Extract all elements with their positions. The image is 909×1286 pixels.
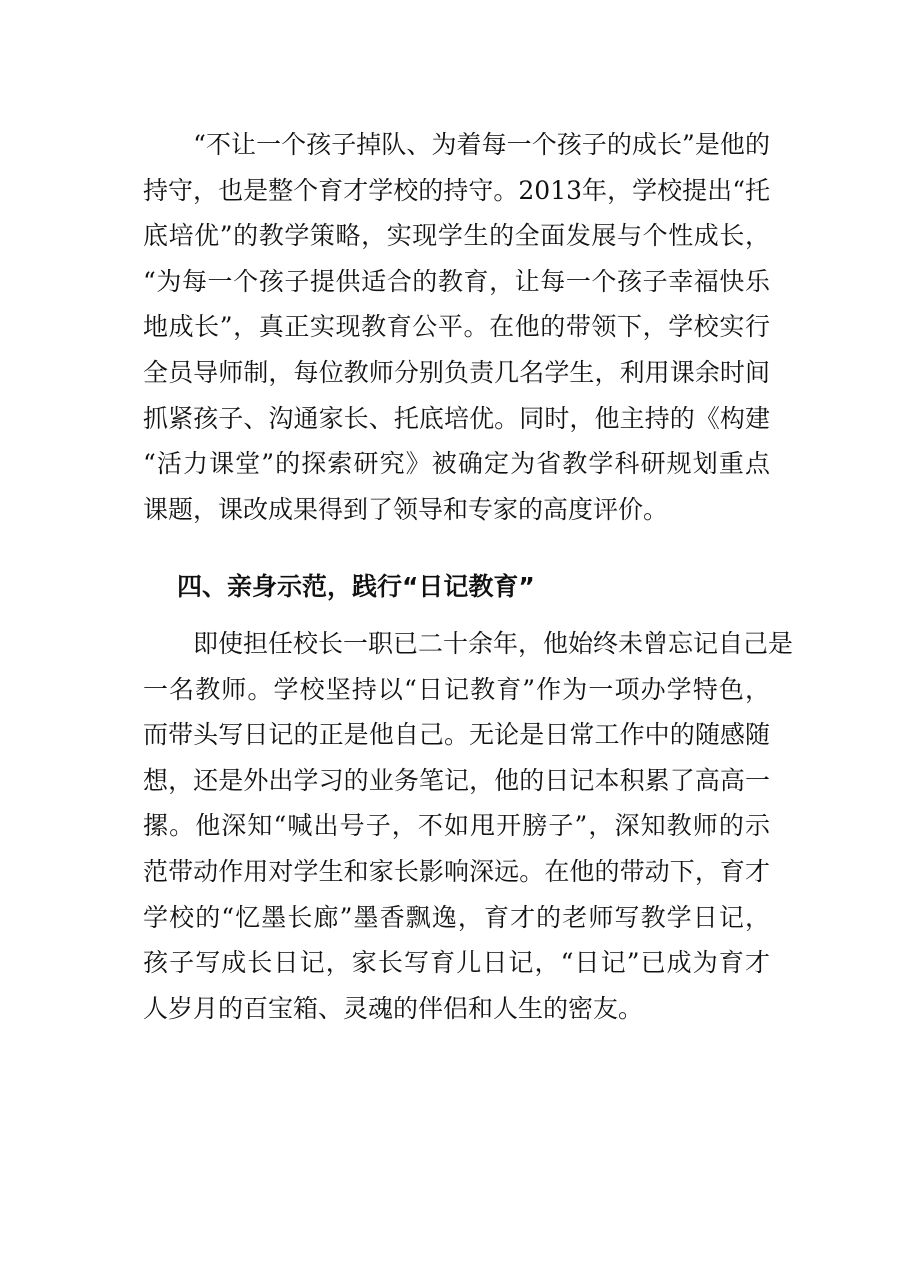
section-heading: 四、亲身示范，践行“日记教育” bbox=[177, 572, 535, 601]
paragraph-1-line: 持守，也是整个育才学校的持守。2013年，学校提出“托 bbox=[143, 175, 770, 205]
paragraph-2 bbox=[143, 621, 794, 1031]
paragraph-1-line: 抓紧孩子、沟通家长、托底培优。同时，他主持的《构建 bbox=[143, 403, 770, 433]
paragraph-2-line: 摞。他深知“喊出号子，不如甩开膀子”，深知教师的示 bbox=[143, 811, 770, 841]
paragraph-2-line: 人岁月的百宝箱、灵魂的伴侣和人生的密友。 bbox=[143, 993, 644, 1023]
paragraph-1-line: 课题，课改成果得到了领导和专家的高度评价。 bbox=[143, 494, 669, 524]
paragraph-1-line: 底培优”的教学策略，实现学生的全面发展与个性成长， bbox=[143, 221, 770, 251]
paragraph-2-line: 学校的“忆墨长廊”墨香飘逸，育才的老师写教学日记， bbox=[143, 902, 770, 932]
paragraph-1 bbox=[143, 122, 770, 532]
paragraph-1-line: “不让一个孩子掉队、为着每一个孩子的成长”是他的 bbox=[143, 130, 770, 159]
paragraph-2-line: 范带动作用对学生和家长影响深远。在他的带动下，育才 bbox=[143, 856, 770, 886]
paragraph-1-line: “活力课堂”的探索研究》被确定为省教学科研规划重点 bbox=[143, 449, 770, 479]
paragraph-2-line: 即使担任校长一职已二十余年，他始终未曾忘记自己是 bbox=[143, 629, 794, 658]
paragraph-1-line: 全员导师制，每位教师分别负责几名学生，利用课余时间 bbox=[143, 357, 770, 387]
paragraph-1-line: 地成长”，真正实现教育公平。在他的带领下，学校实行 bbox=[143, 312, 770, 342]
paragraph-2-line: 而带头写日记的正是他自己。无论是日常工作中的随感随 bbox=[143, 720, 770, 750]
paragraph-2-line: 一名教师。学校坚持以“日记教育”作为一项办学特色， bbox=[143, 674, 770, 704]
paragraph-2-line: 孩子写成长日记，家长写育儿日记，“日记”已成为育才 bbox=[143, 948, 770, 978]
paragraph-2-line: 想，还是外出学习的业务笔记，他的日记本积累了高高一 bbox=[143, 765, 770, 795]
paragraph-1-line: “为每一个孩子提供适合的教育，让每一个孩子幸福快乐 bbox=[143, 266, 770, 296]
